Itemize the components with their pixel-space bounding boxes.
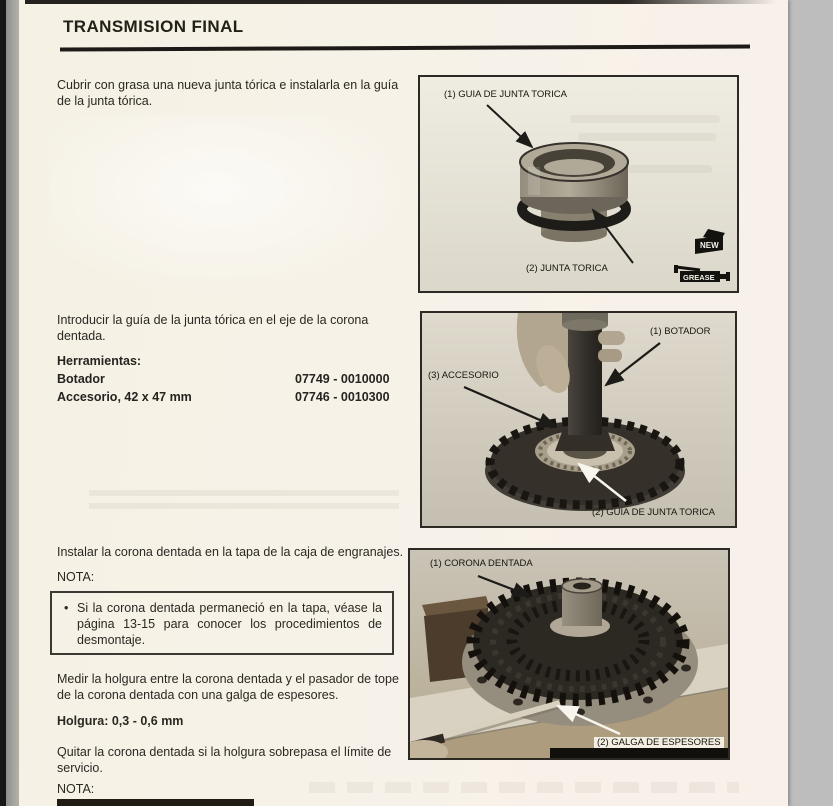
bleed-through-ghost [89, 490, 399, 516]
page-top-shadow [25, 0, 777, 4]
callout-ring-gear: (1) CORONA DENTADA [430, 558, 533, 569]
tools-block [57, 352, 409, 406]
grease-icon-label: GREASE [683, 273, 715, 282]
scan-left-gray-edge [6, 0, 19, 806]
callout-oring-guide-2: (2) GUIA DE JUNTA TORICA [592, 507, 715, 518]
ring-gear-photo [410, 550, 728, 758]
figure-driver-tool [420, 311, 737, 528]
tool-name: Accesorio, 42 x 47 mm [57, 390, 192, 404]
bullet-glyph: • [64, 601, 69, 615]
cropped-note-box-edge [57, 799, 254, 806]
new-part-icon [692, 228, 728, 260]
tool-row [57, 370, 409, 388]
tools-header: Herramientas: [57, 354, 142, 368]
note-text: Si la corona dentada permaneció en la tapa, véase la página 13-15 para conocer los procedimientos de desmontaje. [77, 601, 382, 647]
tool-name: Botador [57, 372, 105, 386]
callout-attachment: (3) ACCESORIO [428, 370, 499, 381]
note-box [50, 591, 394, 655]
paragraph-grease-oring: Cubrir con grasa una nueva junta tórica e instalarla en la guía de la junta tórica. [57, 78, 399, 108]
paragraph-install-ring-gear: Instalar la corona dentada en la tapa de la caja de engranajes. [57, 545, 404, 559]
tool-code: 07746 - 0010300 [295, 390, 390, 404]
tool-code: 07749 - 0010000 [295, 372, 390, 386]
figure-ring-gear [408, 548, 730, 760]
page-title: TRANSMISION FINAL [63, 17, 244, 36]
callout-oring: (2) JUNTA TORICA [526, 263, 608, 274]
oring-guide-photo [420, 77, 737, 291]
grease-gun-icon [670, 263, 732, 285]
paragraph-remove-ring-gear: Quitar la corona dentada si la holgura sobrepasa el límite de servicio. [57, 745, 392, 775]
bleed-through-ghost [309, 782, 739, 793]
manual-page [19, 0, 788, 806]
clearance-spec: Holgura: 0,3 - 0,6 mm [57, 714, 184, 728]
paragraph-measure-clearance: Medir la holgura entre la corona dentada y el pasador de tope de la corona dentada con una galga de espesores. [57, 672, 399, 702]
tool-row [57, 388, 409, 406]
callout-oring-guide: (1) GUIA DE JUNTA TORICA [444, 89, 567, 100]
title-rule [60, 44, 750, 51]
callout-driver: (1) BOTADOR [650, 326, 711, 337]
note-label: NOTA: [57, 570, 95, 584]
figure-oring-guide [418, 75, 739, 293]
note-label-2: NOTA: [57, 782, 95, 796]
new-icon-label: NEW [700, 241, 719, 250]
driver-tool-photo [422, 313, 735, 526]
scan-bright-patch [49, 115, 419, 300]
callout-feeler-gauge: (2) GALGA DE ESPESORES [594, 737, 724, 748]
paragraph-insert-guide: Introducir la guía de la junta tórica en el eje de la corona dentada. [57, 313, 369, 343]
